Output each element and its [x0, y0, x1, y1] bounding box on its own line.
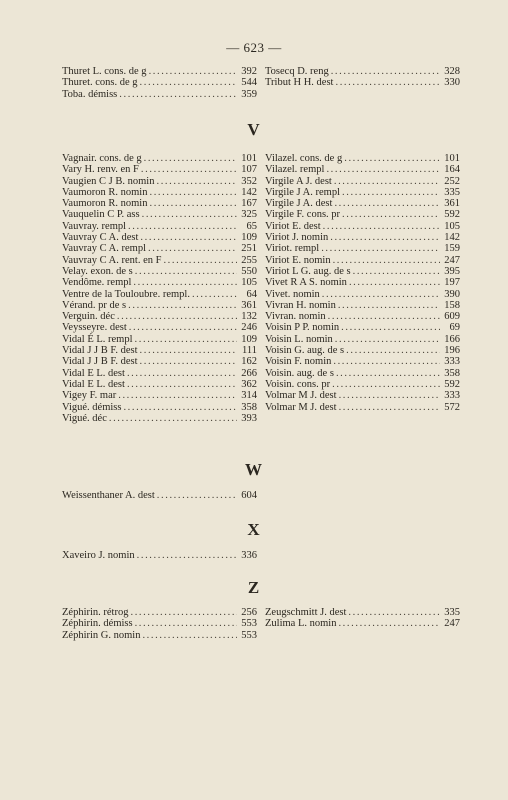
dot-leader: [141, 164, 237, 175]
dot-leader: [322, 289, 440, 300]
index-entry: [265, 77, 460, 88]
entry-name: Zéphirin. démiss: [62, 618, 133, 630]
entry-page-number: 105: [241, 277, 257, 289]
entry-name: Vauvray C A. rempl: [62, 243, 146, 255]
index-entry: [265, 153, 460, 164]
entry-name: Vidal E L. dest: [62, 367, 125, 379]
dot-leader: [333, 255, 440, 266]
entry-page-number: 101: [444, 153, 460, 164]
dot-leader: [342, 187, 440, 198]
dot-leader: [326, 164, 440, 175]
section-v: [62, 153, 460, 424]
entry-page-number: 132: [241, 311, 257, 323]
index-entry: [265, 221, 460, 232]
entry-name: Vendôme. rempl: [62, 277, 132, 289]
entry-page-number: 247: [444, 618, 460, 630]
index-entry: [62, 77, 257, 88]
index-entry: [265, 209, 460, 220]
index-entry: [265, 243, 460, 254]
entry-page-number: 330: [444, 77, 460, 89]
dot-leader: [148, 243, 237, 254]
dot-leader: [330, 232, 440, 243]
entry-page-number: 333: [444, 390, 460, 402]
dot-leader: [348, 607, 440, 618]
letter-heading-x: X: [247, 520, 261, 539]
index-entry: [62, 368, 257, 379]
entry-name: Viriot E. dest: [265, 220, 321, 232]
entry-page-number: 266: [241, 367, 257, 379]
entry-name: Vilazel. rempl: [265, 164, 325, 176]
entry-page-number: 166: [444, 333, 460, 345]
entry-name: Thuret. cons. de g: [62, 77, 138, 89]
entry-page-number: 246: [241, 322, 257, 334]
entry-name: Viriot E. nomin: [265, 254, 331, 266]
index-entry: [62, 618, 257, 629]
index-entry: [62, 356, 257, 367]
index-entry: [265, 390, 460, 401]
entry-name: Vivet R A S. nomin: [265, 277, 347, 289]
index-entry: [62, 550, 257, 561]
entry-name: Vaumoron R. nomin: [62, 186, 148, 198]
index-entry: [265, 322, 460, 333]
entry-page-number: 392: [241, 66, 257, 77]
letter-heading-w: W: [245, 460, 263, 479]
entry-name: Vauvray. rempl: [62, 220, 127, 232]
index-entry: [265, 66, 460, 77]
dot-leader: [163, 255, 237, 266]
entry-name: Vivet. nomin: [265, 288, 320, 300]
entry-page-number: 358: [241, 401, 257, 413]
entry-page-number: 361: [241, 299, 257, 311]
dot-leader: [135, 266, 237, 277]
index-entry: [62, 300, 257, 311]
index-entry: [265, 266, 460, 277]
index-entry: [265, 607, 460, 618]
entry-name: Vidal J J B F. dest: [62, 356, 138, 368]
index-entry: [265, 198, 460, 209]
entry-name: Vidal É L. rempl: [62, 333, 133, 345]
entry-page-number: 361: [444, 198, 460, 210]
entry-name: Virgile J A. dest: [265, 198, 333, 210]
entry-name: Volmar M J. dest: [265, 401, 337, 413]
dot-leader: [339, 390, 440, 401]
index-entry: [62, 607, 257, 618]
index-entry: [62, 379, 257, 390]
index-entry: [62, 490, 257, 501]
dot-leader: [349, 277, 440, 288]
dot-leader: [118, 390, 237, 401]
entry-name: Xaveiro J. nomin: [62, 550, 135, 561]
dot-leader: [341, 322, 440, 333]
entry-name: Voisin P P. nomin: [265, 322, 340, 334]
index-entry: [62, 390, 257, 401]
dot-leader: [353, 266, 440, 277]
dot-leader: [137, 550, 237, 561]
letter-heading-v: V: [247, 120, 261, 139]
entry-name: Vigué. déc: [62, 412, 107, 424]
index-entry: [62, 153, 257, 164]
entry-page-number: 109: [241, 333, 257, 345]
dot-leader: [123, 402, 237, 413]
entry-name: Volmar M J. dest: [265, 390, 337, 402]
entry-page-number: 393: [241, 412, 257, 424]
index-entry: [265, 277, 460, 288]
entry-name: Verguin. déc: [62, 311, 115, 323]
dot-leader: [149, 66, 237, 77]
dot-leader: [336, 368, 440, 379]
index-entry: [62, 630, 257, 641]
column-right: [265, 607, 460, 641]
index-entry: [62, 176, 257, 187]
column-left: [62, 153, 257, 424]
page-number: — 623 —: [226, 40, 282, 55]
entry-page-number: 167: [241, 198, 257, 210]
dot-leader: [339, 402, 440, 413]
entry-name: Viriot L G. aug. de s: [265, 265, 351, 277]
index-entry: [62, 187, 257, 198]
entry-name: Vary H. renv. en F: [62, 164, 139, 176]
entry-name: Vauvray C A. rent. en F: [62, 254, 162, 266]
entry-name: Vilazel. cons. de g: [265, 153, 343, 164]
index-entry: [265, 402, 460, 413]
dot-leader: [129, 322, 237, 333]
dot-leader: [149, 187, 237, 198]
entry-page-number: 390: [444, 288, 460, 300]
dot-leader: [335, 334, 440, 345]
entry-page-number: 362: [241, 378, 257, 390]
dot-leader: [334, 198, 440, 209]
index-entry: [265, 176, 460, 187]
dot-leader: [142, 630, 237, 641]
entry-page-number: 69: [449, 322, 460, 334]
index-entry: [265, 334, 460, 345]
entry-name: Veysseyre. dest: [62, 322, 127, 334]
index-entry: [62, 164, 257, 175]
dot-leader: [140, 232, 237, 243]
entry-page-number: 142: [241, 186, 257, 198]
entry-name: Velay. exon. de s: [62, 265, 133, 277]
entry-name: Vaumoron R. nomin: [62, 198, 148, 210]
entry-page-number: 553: [241, 629, 257, 641]
entry-name: Zeugschmitt J. dest: [265, 607, 347, 618]
entry-page-number: 197: [444, 277, 460, 289]
index-entry: [265, 255, 460, 266]
entry-page-number: 65: [246, 220, 257, 232]
entry-name: Vivran H. nomin: [265, 299, 336, 311]
entry-name: Voisin. aug. de s: [265, 367, 334, 379]
index-entry: [62, 198, 257, 209]
index-entry: [62, 289, 257, 300]
entry-page-number: 256: [241, 607, 257, 618]
index-entry: [265, 164, 460, 175]
dot-leader: [321, 243, 440, 254]
entry-name: Viriot. rempl: [265, 243, 320, 255]
section-t: [62, 66, 460, 100]
entry-name: Vidal E L. dest: [62, 378, 125, 390]
entry-name: Voisin L. nomin: [265, 333, 333, 345]
entry-page-number: 105: [444, 220, 460, 232]
entry-page-number: 395: [444, 265, 460, 277]
entry-page-number: 352: [241, 175, 257, 187]
entry-page-number: 333: [444, 356, 460, 368]
index-entry: [62, 345, 257, 356]
index-entry: [62, 243, 257, 254]
index-entry: [62, 277, 257, 288]
entry-page-number: 609: [444, 311, 460, 323]
index-entry: [265, 311, 460, 322]
dot-leader: [130, 607, 237, 618]
entry-page-number: 314: [241, 390, 257, 402]
entry-name: Voisin F. nomin: [265, 356, 332, 368]
section-x: [62, 550, 257, 561]
column-left: [62, 490, 257, 501]
dot-leader: [149, 198, 237, 209]
index-entry: [62, 402, 257, 413]
dot-leader: [192, 289, 237, 300]
entry-name: Voisin G. aug. de s: [265, 345, 345, 357]
entry-page-number: 109: [241, 232, 257, 244]
entry-page-number: 335: [444, 186, 460, 198]
entry-page-number: 592: [444, 209, 460, 221]
entry-name: Virgile A J. dest: [265, 175, 332, 187]
dot-leader: [328, 311, 440, 322]
dot-leader: [128, 221, 237, 232]
entry-name: Thuret L. cons. de g: [62, 66, 147, 77]
entry-page-number: 247: [444, 254, 460, 266]
dot-leader: [128, 300, 237, 311]
entry-name: Tosecq D. reng: [265, 66, 329, 77]
dot-leader: [331, 66, 440, 77]
dot-leader: [140, 345, 237, 356]
dot-leader: [157, 490, 237, 501]
dot-leader: [344, 153, 440, 164]
entry-page-number: 64: [246, 288, 257, 300]
entry-name: Virgile F. cons. pr: [265, 209, 341, 221]
entry-page-number: 252: [444, 175, 460, 187]
entry-page-number: 544: [241, 77, 257, 89]
index-entry: [62, 232, 257, 243]
entry-page-number: 159: [444, 243, 460, 255]
dot-leader: [127, 368, 237, 379]
entry-name: Voisin. cons. pr: [265, 378, 331, 390]
index-entry: [265, 300, 460, 311]
dot-leader: [133, 277, 237, 288]
dot-leader: [346, 345, 440, 356]
dot-leader: [334, 176, 440, 187]
entry-page-number: 604: [241, 490, 257, 501]
entry-page-number: 325: [241, 209, 257, 221]
entry-page-number: 101: [241, 153, 257, 164]
entry-name: Vagnair. cons. de g: [62, 153, 142, 164]
index-entry: [265, 618, 460, 629]
entry-name: Zulima L. nomin: [265, 618, 337, 630]
entry-page-number: 550: [241, 265, 257, 277]
entry-page-number: 107: [241, 164, 257, 176]
section-z: [62, 607, 460, 641]
index-entry: [62, 221, 257, 232]
index-entry: [265, 368, 460, 379]
letter-heading-z: Z: [247, 578, 261, 597]
dot-leader: [342, 209, 440, 220]
entry-name: Vérand. pr de s: [62, 299, 127, 311]
dot-leader: [127, 379, 237, 390]
dot-leader: [338, 300, 440, 311]
index-entry: [265, 379, 460, 390]
entry-page-number: 255: [241, 254, 257, 266]
dot-leader: [335, 77, 440, 88]
dot-leader: [119, 89, 237, 100]
entry-name: Zéphirin. rétrog: [62, 607, 129, 618]
entry-name: Weissenthaner A. dest: [62, 490, 155, 501]
index-entry: [62, 311, 257, 322]
index-entry: [265, 187, 460, 198]
entry-name: Zéphirin G. nomin: [62, 629, 141, 641]
entry-page-number: 162: [241, 356, 257, 368]
entry-page-number: 592: [444, 378, 460, 390]
dot-leader: [333, 356, 440, 367]
dot-leader: [338, 618, 440, 629]
dot-leader: [135, 618, 237, 629]
entry-page-number: 335: [444, 607, 460, 618]
entry-name: Vaugien C J B. nomin: [62, 175, 155, 187]
entry-name: Ventre de la Touloubre. rempl.: [62, 288, 190, 300]
dot-leader: [156, 176, 237, 187]
entry-name: Vigué. démiss: [62, 401, 122, 413]
index-entry: [62, 413, 257, 424]
index-entry: [62, 66, 257, 77]
entry-page-number: 359: [241, 88, 257, 100]
dot-leader: [140, 356, 237, 367]
dot-leader: [135, 334, 237, 345]
entry-page-number: 358: [444, 367, 460, 379]
entry-name: Vauquelin C P. ass: [62, 209, 140, 221]
dot-leader: [323, 221, 440, 232]
index-entry: [265, 232, 460, 243]
dot-leader: [140, 77, 237, 88]
column-right: [265, 66, 460, 100]
index-entry: [62, 266, 257, 277]
entry-name: Toba. démiss: [62, 88, 118, 100]
entry-page-number: 196: [444, 345, 460, 357]
entry-name: Vivran. nomin: [265, 311, 326, 323]
index-entry: [265, 289, 460, 300]
index-entry: [62, 334, 257, 345]
dot-leader: [144, 153, 237, 164]
entry-name: Vauvray C A. dest: [62, 232, 139, 244]
index-entry: [265, 356, 460, 367]
index-entry: [62, 255, 257, 266]
dot-leader: [109, 413, 237, 424]
entry-page-number: 328: [444, 66, 460, 77]
column-left: [62, 66, 257, 100]
entry-page-number: 336: [241, 550, 257, 561]
entry-name: Vidal J J B F. dest: [62, 345, 138, 357]
dot-leader: [117, 311, 237, 322]
entry-page-number: 111: [242, 345, 257, 357]
index-entry: [62, 209, 257, 220]
section-w: [62, 490, 257, 501]
entry-page-number: 572: [444, 401, 460, 413]
column-right: [265, 153, 460, 424]
entry-name: Tribut H H. dest: [265, 77, 334, 89]
entry-page-number: 553: [241, 618, 257, 630]
dot-leader: [332, 379, 440, 390]
dot-leader: [142, 209, 237, 220]
index-entry: [62, 89, 257, 100]
column-left: [62, 550, 257, 561]
entry-page-number: 251: [241, 243, 257, 255]
index-entry: [62, 322, 257, 333]
entry-page-number: 142: [444, 232, 460, 244]
index-entry: [265, 345, 460, 356]
entry-name: Vigey F. mar: [62, 390, 117, 402]
entry-page-number: 158: [444, 299, 460, 311]
entry-name: Virgile J A. rempl: [265, 186, 341, 198]
entry-name: Viriot J. nomin: [265, 232, 329, 244]
column-left: [62, 607, 257, 641]
entry-page-number: 164: [444, 164, 460, 176]
